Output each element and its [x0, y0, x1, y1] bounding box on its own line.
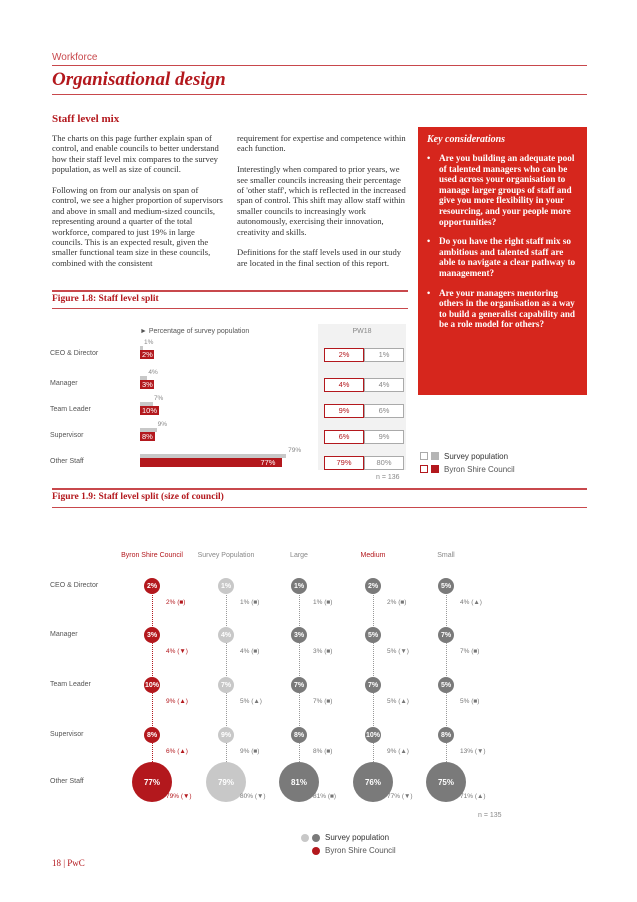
legend-survey-dot-light: [301, 834, 309, 842]
fig19-value-circle: 7%: [291, 677, 307, 693]
fig19-value-circle: 7%: [218, 677, 234, 693]
fig18-title-rule: [52, 308, 408, 309]
pw18-survey-value: 6%: [364, 404, 404, 418]
fig18-n-label: n = 136: [376, 474, 400, 481]
key-item: • Are your managers mentoring others in the organisation as a way to build a generalist capability and be a role model for others?: [427, 288, 578, 330]
fig19-column-header: Large: [290, 552, 308, 559]
pw18-survey-value: 4%: [364, 378, 404, 392]
fig19-row-label: Manager: [50, 631, 78, 638]
fig18-category-label: Other Staff: [50, 458, 84, 465]
fig19-prior-value: 5% (▲): [387, 698, 409, 705]
fig18-survey-value-label: 4%: [148, 369, 158, 376]
fig19-title: Figure 1.9: Staff level split (size of council): [52, 492, 224, 502]
fig19-legend-council-label: Byron Shire Council: [325, 846, 396, 855]
legend-survey-label: Survey population: [444, 452, 509, 461]
fig18-council-value-label: 2%: [142, 350, 153, 359]
fig19-prior-value: 9% (■): [240, 748, 260, 755]
pw18-survey-value: 9%: [364, 430, 404, 444]
fig19-value-circle: 8%: [144, 727, 160, 743]
fig19-value-circle: 3%: [144, 627, 160, 643]
pw18-panel: [318, 324, 406, 470]
fig19-value-circle: 77%: [132, 762, 172, 802]
page-title: Organisational design: [52, 69, 226, 90]
fig18-category-label: Team Leader: [50, 406, 91, 413]
fig19-n-label: n = 135: [478, 812, 502, 819]
fig19-row-label: CEO & Director: [50, 582, 99, 589]
fig18-council-value-label: 3%: [142, 380, 153, 389]
fig19-prior-value: 7% (■): [460, 648, 480, 655]
fig18-category-label: Supervisor: [50, 432, 84, 439]
pw18-council-value: 79%: [324, 456, 364, 470]
section-label: Workforce: [52, 52, 98, 63]
fig19-prior-value: 81% (■): [313, 793, 337, 800]
fig19-row-label: Team Leader: [50, 681, 91, 688]
fig19-column-header: Small: [437, 552, 455, 559]
fig19-value-circle: 9%: [218, 727, 234, 743]
page-footer: 18 | PwC: [52, 858, 85, 868]
legend-council-outline-swatch: [420, 465, 428, 473]
fig19-value-circle: 8%: [438, 727, 454, 743]
fig18-axis-label: ► Percentage of survey population: [140, 328, 250, 335]
fig19-value-circle: 2%: [365, 578, 381, 594]
fig18-survey-value-label: 7%: [153, 395, 164, 402]
fig19-value-circle: 76%: [353, 762, 393, 802]
fig19-value-circle: 10%: [144, 677, 160, 693]
top-divider: [52, 65, 587, 66]
fig19-prior-value: 2% (■): [387, 599, 407, 606]
fig18-survey-value-label: 1%: [144, 339, 154, 346]
fig19-prior-value: 80% (▼): [240, 793, 266, 800]
fig19-value-circle: 10%: [365, 727, 381, 743]
pw18-survey-value: 80%: [364, 456, 404, 470]
fig19-value-circle: 81%: [279, 762, 319, 802]
fig18-category-label: CEO & Director: [50, 350, 99, 357]
legend-council-label: Byron Shire Council: [444, 465, 515, 474]
fig19-value-circle: 3%: [291, 627, 307, 643]
fig18-top-rule: [52, 290, 408, 292]
fig19-prior-value: 71% (▲): [460, 793, 486, 800]
fig19-row-label: Other Staff: [50, 778, 84, 785]
fig19-prior-value: 2% (■): [166, 599, 186, 606]
fig19-prior-value: 1% (■): [240, 599, 260, 606]
fig19-value-circle: 7%: [365, 677, 381, 693]
fig19-prior-value: 4% (▲): [460, 599, 482, 606]
fig18-council-value-label: 77%: [260, 458, 276, 467]
fig19-value-circle: 79%: [206, 762, 246, 802]
pw18-survey-value: 1%: [364, 348, 404, 362]
fig19-prior-value: 77% (▼): [387, 793, 413, 800]
legend-survey-dot-dark: [312, 834, 320, 842]
fig19-value-circle: 5%: [365, 627, 381, 643]
fig19-value-circle: 7%: [438, 627, 454, 643]
fig19-value-circle: 1%: [291, 578, 307, 594]
fig18-title: Figure 1.8: Staff level split: [52, 294, 159, 304]
title-divider: [52, 94, 587, 95]
pw18-label: PW18: [352, 328, 372, 335]
fig19-prior-value: 79% (▼): [166, 793, 192, 800]
fig18-survey-value-label: 9%: [157, 421, 168, 428]
fig19-value-circle: 8%: [291, 727, 307, 743]
body-column-1: The charts on this page further explain span of control, and enable councils to better understand how their staff level mix compares to the survey population, as well as size of council. Following on from our analysis on span of control, we see a higher proportion of supervisors and above in small and medium-sized councils, representing around a quarter of the total workforce, compared to just 19% in large councils. This is an expected result, given the smaller functional team size in these councils, combined with the consistent: [52, 133, 223, 268]
fig19-column-header: Medium: [360, 552, 386, 559]
fig19-prior-value: 4% (▼): [166, 648, 188, 655]
key-item: • Do you have the right staff mix so ambitious and talented staff are able to navigate a clear pathway to management?: [427, 236, 578, 278]
legend-council-dot: [312, 847, 320, 855]
fig19-row-label: Supervisor: [50, 731, 84, 738]
fig19-prior-value: 4% (■): [240, 648, 260, 655]
legend-council-swatch: [431, 465, 439, 473]
pw18-council-value: 4%: [324, 378, 364, 392]
fig19-prior-value: 8% (■): [313, 748, 333, 755]
fig19-prior-value: 5% (▼): [387, 648, 409, 655]
fig19-value-circle: 1%: [218, 578, 234, 594]
fig18-category-label: Manager: [50, 380, 78, 387]
pw18-council-value: 9%: [324, 404, 364, 418]
fig18-council-value-label: 10%: [142, 406, 158, 415]
key-item: • Are you building an adequate pool of talented managers who can be used across your organisation to manage larger groups of staff and give you more flexibility in your resourcing, and your people more opportunities?: [427, 153, 578, 227]
key-considerations-title: Key considerations: [427, 134, 506, 145]
fig19-value-circle: 4%: [218, 627, 234, 643]
fig19-prior-value: 3% (■): [313, 648, 333, 655]
pw18-council-value: 2%: [324, 348, 364, 362]
fig19-title-rule: [52, 507, 587, 508]
fig19-top-rule: [52, 488, 587, 490]
fig19-column-header: Survey Population: [197, 552, 255, 559]
section-subtitle: Staff level mix: [52, 113, 120, 125]
fig19-prior-value: 13% (▼): [460, 748, 486, 755]
fig19-prior-value: 9% (▲): [166, 698, 188, 705]
fig19-legend-survey-label: Survey population: [325, 833, 390, 842]
legend-survey-swatch: [431, 452, 439, 460]
fig18-survey-value-label: 79%: [288, 447, 302, 454]
legend-survey-outline-swatch: [420, 452, 428, 460]
key-considerations-box: [418, 127, 587, 395]
fig19-value-circle: 75%: [426, 762, 466, 802]
body-column-2: requirement for expertise and competence within each function. Interestingly when compared to prior years, we see smaller councils increasing their percentage of 'other staff', which is reflected in the increased span of control. This shift may allow staff within smaller councils to increasingly work autonomously, exercising their innovation, creativity and skills. Definitions for the staff levels used in our study are located in the final section of this report.: [237, 133, 406, 268]
fig19-prior-value: 1% (■): [313, 599, 333, 606]
fig19-prior-value: 7% (■): [313, 698, 333, 705]
fig19-value-circle: 5%: [438, 677, 454, 693]
fig19-prior-value: 6% (▲): [166, 748, 188, 755]
fig19-prior-value: 9% (▲): [387, 748, 409, 755]
key-considerations-list: [427, 153, 578, 330]
fig19-value-circle: 5%: [438, 578, 454, 594]
pw18-council-value: 6%: [324, 430, 364, 444]
fig19-value-circle: 2%: [144, 578, 160, 594]
fig19-prior-value: 5% (▲): [240, 698, 262, 705]
fig18-council-value-label: 8%: [142, 432, 153, 441]
fig19-prior-value: 5% (■): [460, 698, 480, 705]
fig19-column-header: Byron Shire Council: [121, 552, 183, 559]
